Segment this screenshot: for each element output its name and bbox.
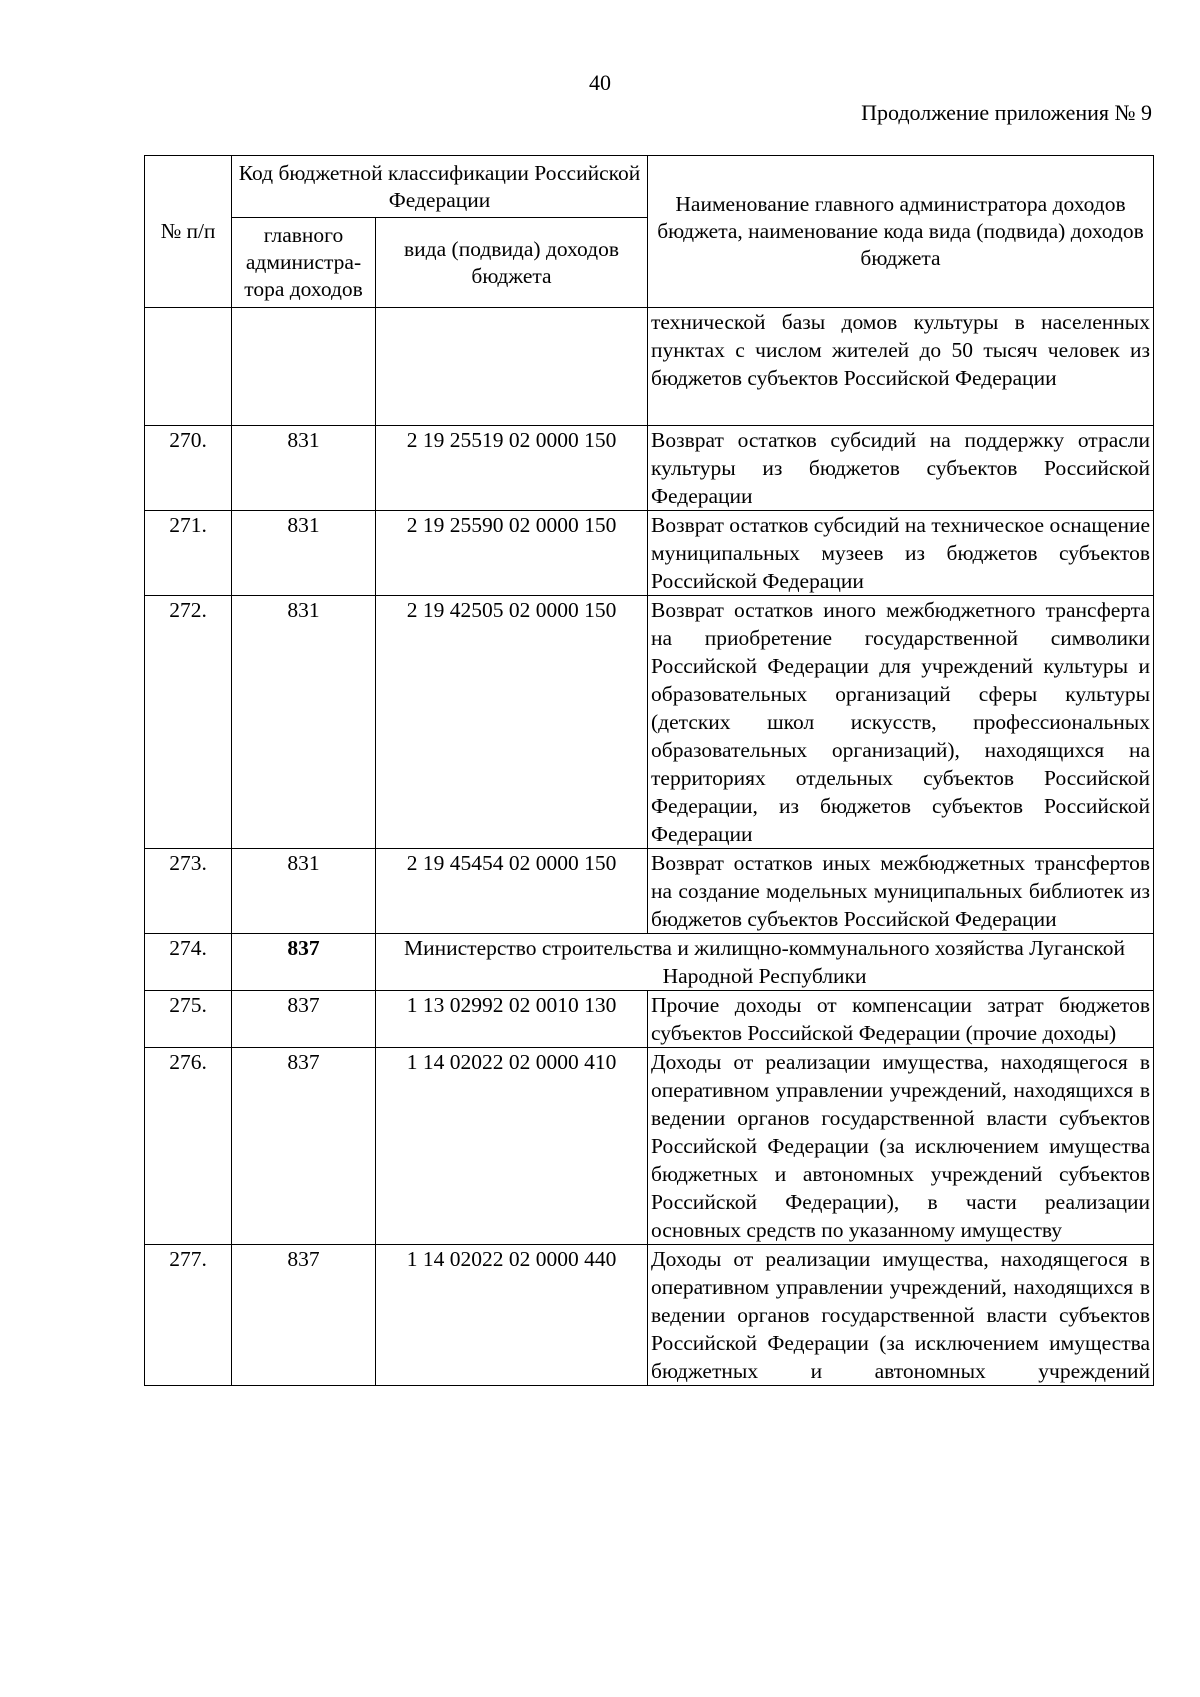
cell-code: 1 13 02992 02 0010 130: [376, 991, 648, 1048]
cell-admin: 831: [232, 426, 376, 511]
table-row: [145, 596, 1154, 849]
cell-admin: 837: [232, 1245, 376, 1386]
cell-name: Возврат остатков субсидий на поддержку отрасли культуры из бюджетов субъектов Российской Федерации: [648, 426, 1154, 511]
cell-code: 1 14 02022 02 0000 440: [376, 1245, 648, 1386]
table-row: [145, 511, 1154, 596]
cell-code: 2 19 45454 02 0000 150: [376, 849, 648, 934]
cell-name: Прочие доходы от компенсации затрат бюджетов субъектов Российской Федерации (прочие доходы): [648, 991, 1154, 1048]
header-admin-code: главного администра-тора доходов: [232, 218, 376, 308]
cell-name: Возврат остатков иного межбюджетного трансферта на приобретение государственной символики Российской Федерации для учреждений культуры и образовательных организаций сферы культуры (детских школ искусств, профессиональных образовательных организаций), находящихся на территориях отдельных субъектов Российской Федерации, из бюджетов субъектов Российской Федерации: [648, 596, 1154, 849]
table-row: [145, 849, 1154, 934]
cell-num: 272.: [145, 596, 232, 849]
cell-admin: 837: [232, 934, 376, 991]
table-row: [145, 991, 1154, 1048]
cell-num: 274.: [145, 934, 232, 991]
cell-num: 270.: [145, 426, 232, 511]
table-row: [145, 1048, 1154, 1245]
cell-num: 277.: [145, 1245, 232, 1386]
header-income-type: вида (подвида) доходов бюджета: [376, 218, 648, 308]
cell-num: 275.: [145, 991, 232, 1048]
cell-code: [376, 308, 648, 426]
header-row-number: № п/п: [145, 156, 232, 308]
cell-name: технической базы домов культуры в населенных пунктах с числом жителей до 50 тысяч человек из бюджетов субъектов Российской Федерации: [648, 308, 1154, 426]
cell-num: 271.: [145, 511, 232, 596]
cell-admin: 831: [232, 511, 376, 596]
cell-admin: 837: [232, 1048, 376, 1245]
cell-num: 276.: [145, 1048, 232, 1245]
cell-num: [145, 308, 232, 426]
header-classification-code: Код бюджетной классификации Российской Федерации: [232, 156, 648, 218]
cell-name: Доходы от реализации имущества, находящегося в оперативном управлении учреждений, находящихся в ведении органов государственной власти субъектов Российской Федерации (за исключением имущества бюджетных и автономных учреждений субъектов Российской Федерации), в части реализации основных средств по указанному имуществу: [648, 1048, 1154, 1245]
header-name: Наименование главного администратора доходов бюджета, наименование кода вида (подвида) доходов бюджета: [648, 156, 1154, 308]
table-row-continuation: [145, 308, 1154, 426]
table-row: [145, 426, 1154, 511]
page-number: 40: [589, 70, 611, 95]
cell-admin: 831: [232, 849, 376, 934]
cell-code: 1 14 02022 02 0000 410: [376, 1048, 648, 1245]
cell-admin: 837: [232, 991, 376, 1048]
appendix-note: Продолжение приложения № 9: [861, 100, 1152, 125]
cell-code: 2 19 25519 02 0000 150: [376, 426, 648, 511]
table-row: [145, 1245, 1154, 1386]
section-title: Министерство строительства и жилищно-коммунального хозяйства Луганской Народной Республики: [376, 934, 1154, 991]
cell-num: 273.: [145, 849, 232, 934]
budget-classification-table: [144, 155, 1154, 1386]
cell-name: Доходы от реализации имущества, находящегося в оперативном управлении учреждений, находящихся в ведении органов государственной власти субъектов Российской Федерации (за исключением имущества бюджетных и автономных учреждений: [648, 1245, 1154, 1386]
cell-name: Возврат остатков субсидий на техническое оснащение муниципальных музеев из бюджетов субъектов Российской Федерации: [648, 511, 1154, 596]
cell-admin: 831: [232, 596, 376, 849]
cell-code: 2 19 25590 02 0000 150: [376, 511, 648, 596]
cell-admin: [232, 308, 376, 426]
cell-name: Возврат остатков иных межбюджетных трансфертов на создание модельных муниципальных библиотек из бюджетов субъектов Российской Федерации: [648, 849, 1154, 934]
cell-code: 2 19 42505 02 0000 150: [376, 596, 648, 849]
table-row-section: [145, 934, 1154, 991]
